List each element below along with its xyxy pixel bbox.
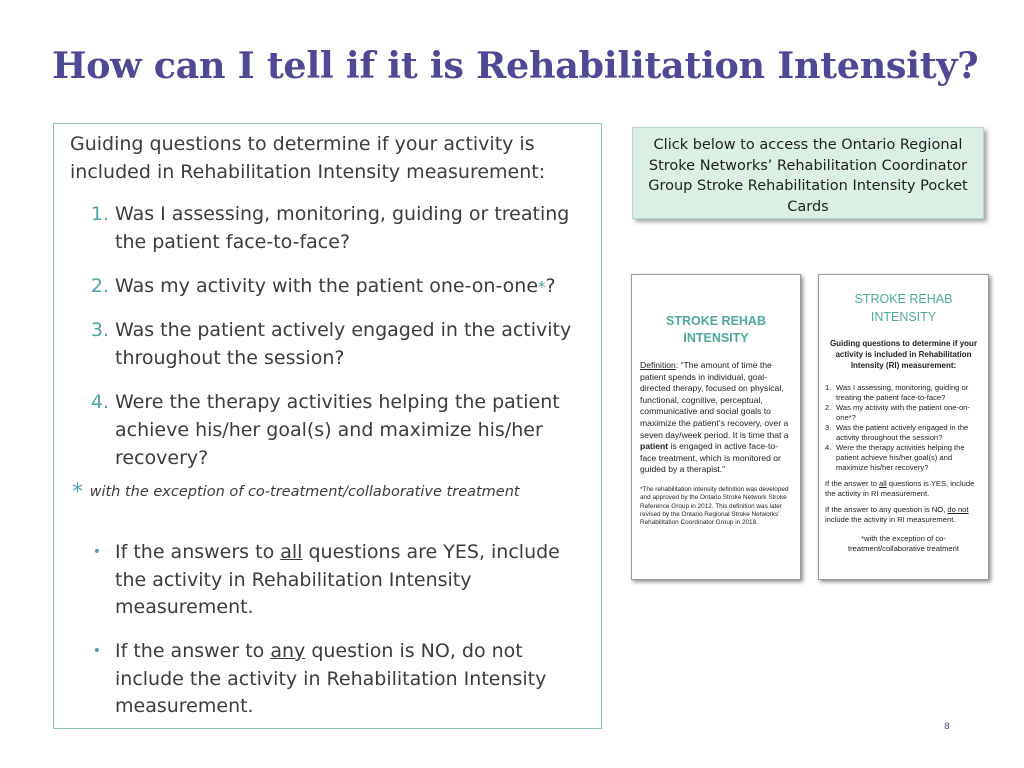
bullet-dot: • [92, 643, 101, 659]
footnote-text: with the exception of co-treatment/collaborative treatment [89, 484, 520, 500]
question-item [70, 388, 595, 472]
bullet-item [70, 638, 595, 721]
card-title: STROKE REHAB INTENSITY [854, 292, 953, 324]
question-item [70, 316, 595, 372]
card-note: *with the exception of co-treatment/collaborative treatment [847, 534, 959, 554]
card-rule-yes: If the answer to all questions is YES, include the activity in RI measurement. [825, 479, 975, 499]
page-title: How can I tell if it is Rehabilitation Intensity? [52, 44, 979, 87]
card-question: 4. Were the therapy activities helping the patient achieve his/her goal(s) and maximize his/her recovery? [825, 443, 965, 473]
card-heading: Guiding questions to determine if your activity is included in Rehabilitation Intensity (RI) measurement: [829, 339, 978, 370]
pocket-card-definition[interactable] [631, 274, 801, 580]
pocket-cards-link-box[interactable]: Click below to access the Ontario Regional Stroke Networks’ Rehabilitation Coordinator Group Stroke Rehabilitation Intensity Pocket Cards [632, 127, 984, 219]
asterisk-footnote [72, 480, 597, 505]
page-number: 8 [944, 722, 950, 732]
card-definition: Definition: “The amount of time the patient spends in individual, goal-directed therapy, focused on physical, functional, cognitive, perceptual, communicative and social goals to maximize the patient’s recovery, over a seven day/week period. It is time that a patient is engaged in active face-to-face treatment, which is monitored or guided by a therapist.” [640, 360, 789, 475]
intro-text: Guiding questions to determine if your activity is included in Rehabilitation Intensity measurement: [70, 133, 546, 183]
card-question: 2. Was my activity with the patient one-on-one*? [825, 403, 970, 423]
question-number: 1. [90, 203, 109, 225]
bullet-text: If the answer to any question is NO, do not include the activity in Rehabilitation Intensity measurement. [115, 640, 547, 717]
question-item [70, 272, 556, 301]
card-title: STROKE REHAB INTENSITY [665, 314, 766, 345]
bullet-dot: • [92, 544, 101, 560]
card-question: 1. Was I assessing, monitoring, guiding or treating the patient face-to-face? [825, 383, 969, 403]
question-text-wrap [115, 272, 556, 301]
question-text: Was I assessing, monitoring, guiding or treating the patient face-to-face? [115, 203, 570, 253]
card-question: 3. Was the patient actively engaged in the activity throughout the session? [825, 423, 969, 443]
question-text: Was the patient actively engaged in the activity throughout the session? [115, 319, 572, 369]
question-text: Were the therapy activities helping the patient achieve his/her goal(s) and maximize his/her recovery? [115, 391, 560, 469]
question-end: ? [545, 275, 556, 297]
asterisk-marker: * [538, 278, 546, 296]
card-rule-no: If the answer to any question is NO, do not include the activity in RI measurement. [825, 505, 969, 525]
question-item [70, 200, 595, 256]
bullet-item [70, 539, 595, 622]
question-number: 2. [90, 275, 109, 297]
card-question-list [825, 383, 982, 473]
pocket-card-questions[interactable] [818, 274, 989, 580]
bullet-text: If the answers to all questions are YES, include the activity in Rehabilitation Intensity measurement. [115, 541, 560, 618]
question-number: 4. [90, 391, 109, 413]
question-number: 3. [90, 319, 109, 341]
question-text: Was my activity with the patient one-on-one [115, 275, 539, 297]
card-footnote: *The rehabilitation intensity definition was developed and approved by the Ontario Stroke Network Stroke Reference Group in 2012. This definition was later revised by the Ontario Regional Stroke Networks’ Rehabilitation Coordinator Group in 2018. [640, 485, 789, 527]
footnote-asterisk: * [72, 480, 83, 505]
